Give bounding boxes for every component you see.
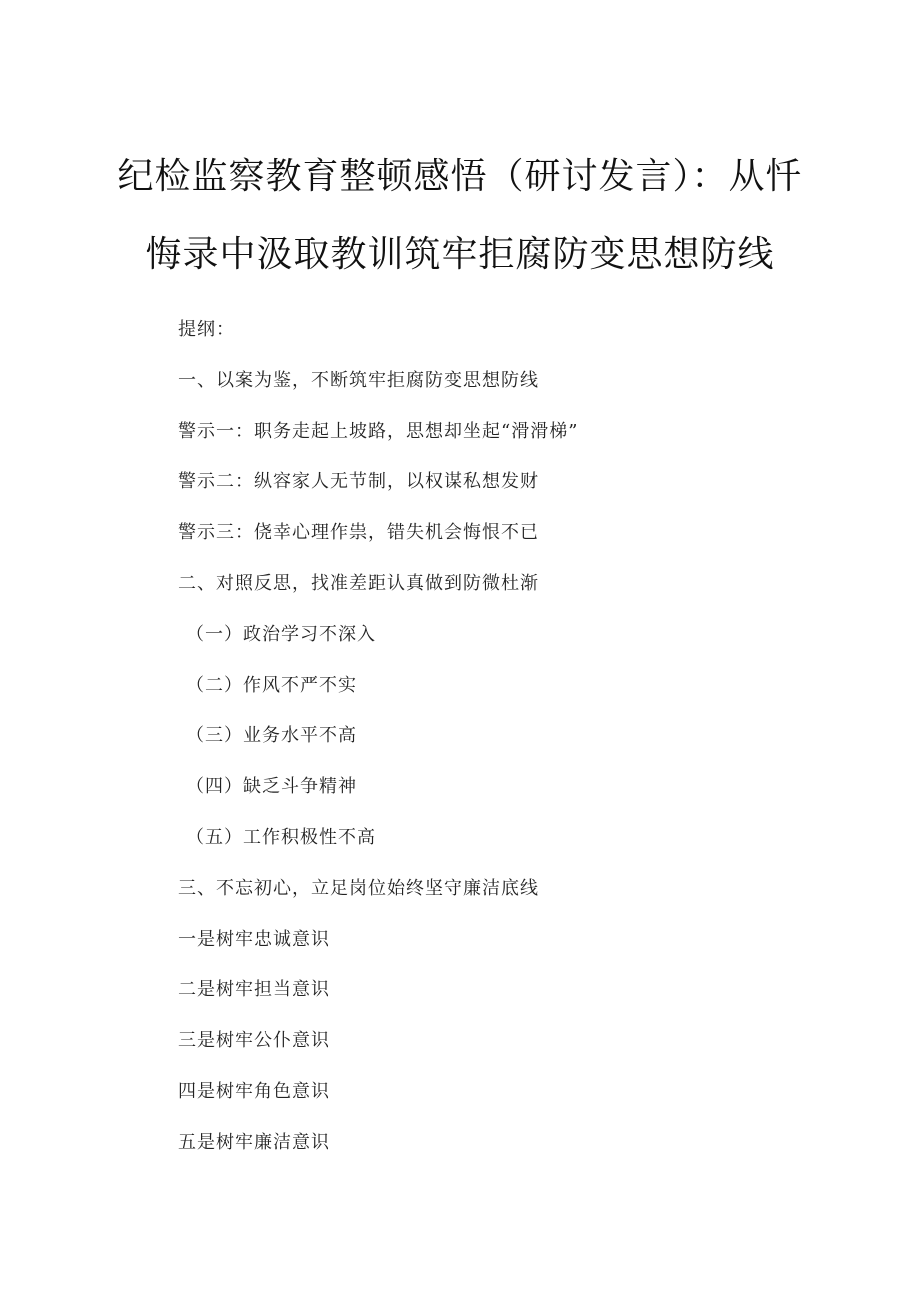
outline-warning-1: 警示一：职务走起上坡路，思想却坐起“滑滑梯”	[178, 420, 579, 442]
outline-point-1: 一是树牢忠诚意识	[178, 928, 330, 950]
outline-list	[178, 312, 858, 1176]
outline-subitem-2: （二）作风不严不实	[186, 674, 357, 696]
outline-section-3: 三、不忘初心，立足岗位始终坚守廉洁底线	[178, 877, 539, 899]
outline-point-2: 二是树牢担当意识	[178, 979, 330, 1001]
outline-point-4: 四是树牢角色意识	[178, 1080, 330, 1102]
document-title	[0, 138, 920, 294]
outline-label: 提纲：	[178, 319, 235, 340]
outline-warning-3: 警示三：侥幸心理作祟，错失机会悔恨不已	[178, 522, 539, 544]
outline-point-5: 五是树牢廉洁意识	[178, 1131, 330, 1153]
outline-subitem-3: （三）业务水平不高	[186, 725, 357, 747]
outline-point-3: 三是树牢公仆意识	[178, 1030, 330, 1052]
outline-section-1: 一、以案为鉴，不断筑牢拒腐防变思想防线	[178, 369, 539, 391]
outline-section-2: 二、对照反思，找准差距认真做到防微杜渐	[178, 572, 539, 594]
outline-subitem-4: （四）缺乏斗争精神	[186, 776, 357, 798]
outline-subitem-1: （一）政治学习不深入	[186, 623, 376, 645]
title-line-1: 纪检监察教育整顿感悟（研讨发言）：从忏	[117, 156, 803, 197]
outline-subitem-5: （五）工作积极性不高	[186, 826, 376, 848]
title-line-2: 悔录中汲取教训筑牢拒腐防变思想防线	[145, 234, 775, 275]
outline-warning-2: 警示二：纵容家人无节制，以权谋私想发财	[178, 471, 539, 493]
